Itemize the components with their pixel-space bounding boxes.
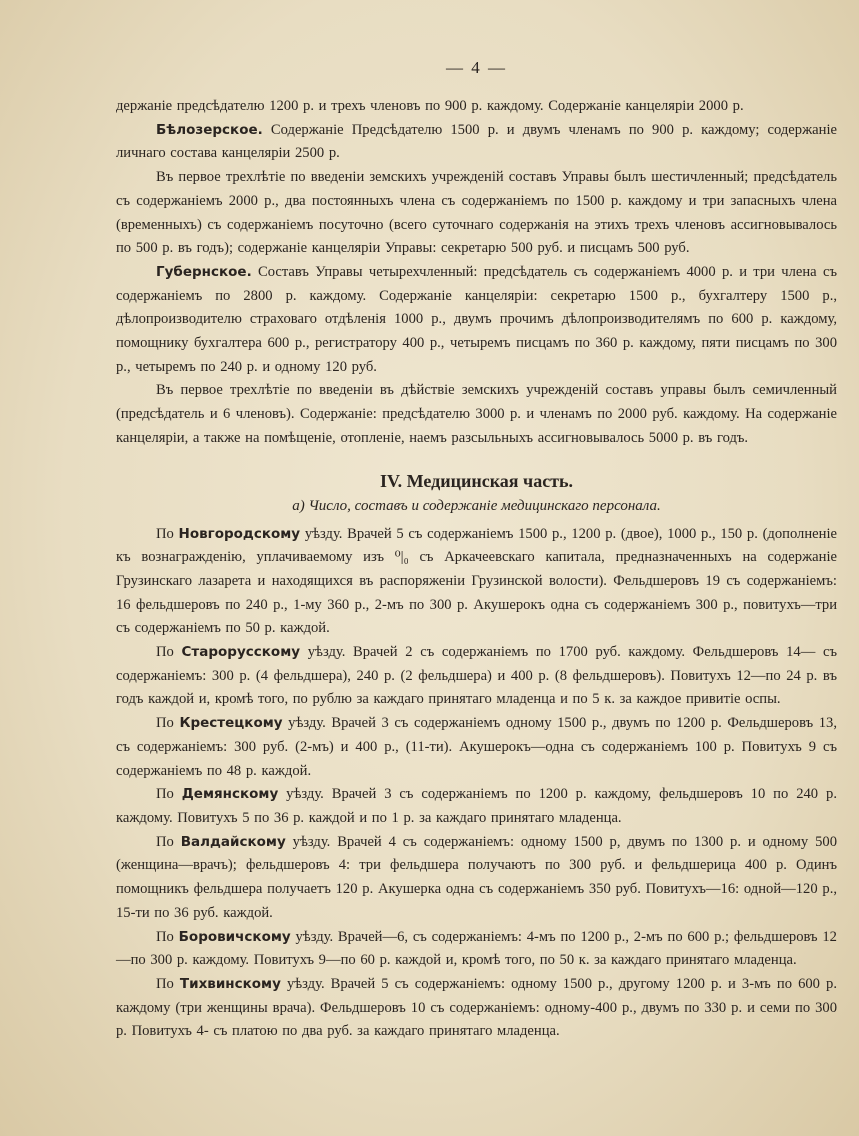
gubernskoe-history: Въ первое трехлѣтіе по введеніи въ дѣйствіе земскихъ учрежденій составъ управы былъ семичленный (предсѣдатель и 6 членовъ). Содержаніе: предсѣдателю 3000 р. и членамъ по 2000 руб. каждому. На содержаніе канцеляріи, а также на помѣщеніе, отопленіе, наемъ разсыльныхъ ассигновывалось 5000 р. въ годъ. — [116, 382, 837, 446]
section-subheading: а) Число, составъ и содержаніе медицинскаго персонала. — [292, 497, 661, 514]
district-prefix: По — [156, 975, 180, 992]
district-paragraph — [116, 523, 837, 642]
district-name: Крестецкому — [179, 715, 283, 732]
district-text: уѣзду. Врачей 3 съ содержаніемъ по 1200 р. каждому, фельдшеровъ 10 по 240 р. каждому. Повитухъ 5 по 36 р. каждой и по 1 р. за каждаго принятаго младенца. — [116, 786, 837, 826]
district-name: Старорусскому — [181, 644, 301, 661]
district-text: уѣзду. Врачей 5 съ содержаніемъ: одному 1500 р., другому 1200 р. и 3-мъ по 600 р. каждому (три женщины врача). Фельдшеровъ 10 съ содержаніемъ: одному-400 р., двумъ по 330 р. и семи по 300 р. Повитухъ 4- съ платою по два руб. за каждаго принятаго младенца. — [116, 975, 837, 1040]
belozersk-name: Бѣлозерское. — [156, 121, 263, 138]
page-number: — 4 — — [446, 58, 507, 77]
district-prefix: По — [156, 833, 181, 850]
district-text: уѣзду. Врачей 2 съ содержаніемъ по 1700 руб. каждому. Фельдшеровъ 14— съ содержаніемъ: 300 р. (4 фельдшера), 240 р. (2 фельдшера) и 400 р. (8 фельдшеровъ). Повитухъ 12—по 24 р. въ годъ каждой и, кромѣ того, по рублю за каждаго принятаго младенца и по 5 к. за каждое привитіе оспы. — [116, 644, 837, 708]
district-name: Валдайскому — [180, 833, 286, 850]
belozersk-text: Содержаніе Предсѣдателю 1500 р. и двумъ членамъ по 900 р. каждому; содержаніе личнаго состава канцеляріи 2500 р. — [116, 121, 837, 162]
district-text: уѣзду. Врачей 4 съ содержаніемъ: одному 1500 р, двумъ по 1300 р. и одному 500 (женщина—врачъ); фельдшеровъ 4: три фельдшера получаютъ по 300 руб. и фельдшерица 400 р. Одинъ помощникъ фельдшера получаетъ 120 р. Акушерка одна съ содержаніемъ 350 руб. Повитухъ—16: одной—120 р., 15-ти по 36 руб. каждой. — [116, 833, 837, 921]
gubernskoe-paragraph — [116, 261, 837, 380]
district-name: Боровичскому — [178, 928, 291, 945]
section-heading: IV. Медицинская часть. — [379, 470, 574, 491]
district-paragraph — [116, 641, 837, 712]
district-prefix: По — [156, 715, 180, 732]
district-text: уѣзду. Врачей 3 съ содержаніемъ одному 1500 р., двумъ по 1200 р. Фельдшеровъ 13, съ содержаніемъ: 300 руб. (2-мъ) и 400 р., (11-ти). Акушерокъ—одна съ содержаніемъ 100 р. Повитухъ 9 съ содержаніемъ по 48 р. каждой. — [116, 715, 837, 779]
district-name: Тихвинскому — [179, 975, 281, 992]
district-paragraph — [116, 926, 837, 973]
district-prefix: По — [156, 786, 182, 803]
district-paragraph — [116, 712, 837, 783]
continued-paragraph: держаніе предсѣдателю 1200 р. и трехъ членовъ по 900 р. каждому. Содержаніе канцеляріи 2000 р. — [116, 98, 744, 114]
district-name: Новгородскому — [178, 525, 301, 542]
gubernskoe-text: Составъ Управы четырехчленный: предсѣдатель съ содержаніемъ 4000 р. и три члена съ содержаніемъ по 2800 р. каждому. Содержаніе канцеляріи: секретарю 1500 р., бухгалтеру 1500 р., дѣлопроизводителю страховаго отдѣленія 1000 р., двумъ прочимъ дѣлопроизводителямъ по 600 р. каждому, помощнику бухгалтера 600 р., регистратору 400 р., четыремъ писцамъ по 360 р. каждому, пяти писцамъ по 300 р., четыремъ по 240 р. и одному 120 руб. — [116, 263, 837, 375]
district-prefix: По — [156, 644, 182, 661]
district-prefix: По — [156, 928, 179, 945]
district-prefix: По — [156, 525, 179, 542]
district-paragraph — [116, 831, 837, 926]
belozersk-history: Въ первое трехлѣтіе по введеніи земскихъ учрежденій составъ Управы былъ шестичленный; предсѣдатель съ содержаніемъ 2000 р., два постоянныхъ члена съ содержаніемъ по 1500 р. каждому и три запасныхъ члена (временныхъ) съ содержаніемъ посуточно (всего суточнаго содержанія на этихъ трехъ членовъ ассигновывалось по 500 р. въ годъ); содержаніе канцеляріи Управы: секретарю 500 руб. и писцамъ 500 руб. — [116, 169, 837, 257]
district-paragraph — [116, 783, 837, 830]
district-name: Демянскому — [181, 786, 279, 803]
district-text: уѣзду. Врачей—6, съ содержаніемъ: 4-мъ по 1200 р., 2-мъ по 600 р.; фельдшеровъ 12—по 300 р. каждому. Повитухъ 9—по 60 р. каждой и, кромѣ того, по 50 к. за каждаго принятаго младенца. — [116, 928, 837, 969]
district-paragraph — [116, 973, 837, 1044]
belozersk-paragraph — [116, 119, 837, 166]
gubernskoe-name: Губернское. — [156, 263, 252, 280]
district-text: уѣзду. Врачей 5 съ содержаніемъ 1500 р., 1200 р. (двое), 1000 р., 150 р. (дополненіе къ вознагражденію, уплачиваемому изъ ⁰|₀ съ Аркачеевскаго капитала, предназначенныхъ на содержаніе Грузинскаго лазарета и находящихся въ распоряженіи Грузинской волости). Фельдшеровъ 19 съ содержаніемъ: 16 фельдшеровъ по 240 р., 1-му 360 р., 2-мъ по 300 р. Акушерокъ одна съ содержаніемъ 300 р., повитухъ—три съ содержаніемъ по 50 р. каждой. — [116, 525, 837, 637]
